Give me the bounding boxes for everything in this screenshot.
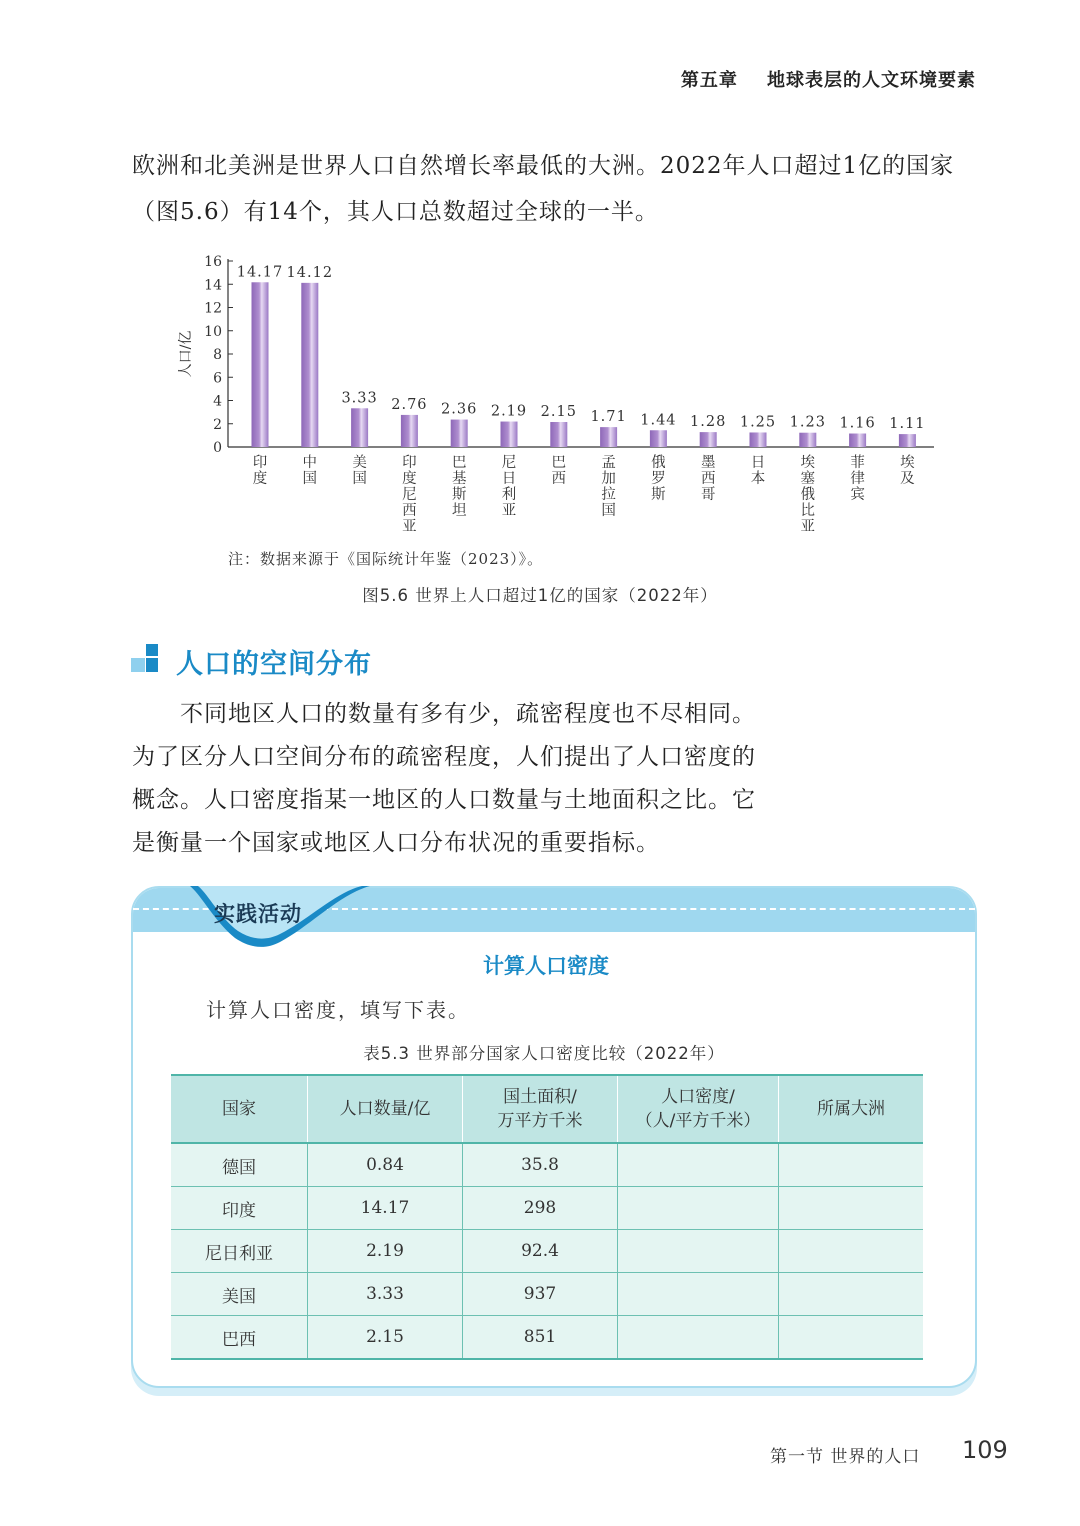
y-tick-label: 2: [213, 416, 222, 433]
bar-value-label: 1.16: [839, 415, 876, 432]
x-tick-label: 埃塞俄比亚: [800, 455, 816, 535]
bar: [750, 432, 767, 447]
cell-density[interactable]: [618, 1143, 779, 1187]
cell-country: 德国: [171, 1143, 308, 1187]
cell-country: 美国: [171, 1273, 308, 1316]
cell-population: 2.15: [308, 1316, 463, 1360]
bar: [401, 415, 418, 447]
cell-population: 2.19: [308, 1230, 463, 1273]
table-row: [171, 1143, 923, 1187]
bar-value-label: 1.25: [739, 414, 777, 431]
table-caption: 表5.3 世界部分国家人口密度比较（2022年）: [363, 1044, 725, 1063]
x-tick-label: 日本: [750, 455, 766, 487]
cell-country: 巴西: [171, 1316, 308, 1360]
x-tick-label: 印度尼西亚: [402, 455, 417, 535]
bar: [252, 282, 269, 447]
cell-area: 851: [463, 1316, 618, 1360]
table-row: [171, 1273, 923, 1316]
y-axis-label: 人口/亿: [178, 330, 194, 378]
chart-caption: 图5.6 世界上人口超过1亿的国家（2022年）: [362, 586, 718, 605]
section-marker-light: [131, 658, 145, 672]
x-tick-label: 菲律宾: [850, 455, 865, 503]
y-tick-label: 12: [204, 300, 222, 317]
cell-area: 298: [463, 1187, 618, 1230]
bar-value-label: 1.44: [640, 412, 677, 429]
bar-value-label: 2.15: [540, 404, 577, 421]
bar-value-label: 2.19: [490, 403, 528, 420]
cell-density[interactable]: [618, 1273, 779, 1316]
bar-value-label: 3.33: [341, 390, 378, 407]
population-density-table: [171, 1074, 923, 1360]
x-tick-label: 墨西哥: [700, 455, 716, 503]
bar-value-label: 1.71: [590, 409, 627, 426]
cell-continent[interactable]: [779, 1273, 924, 1316]
bar: [700, 432, 717, 447]
bar: [600, 427, 617, 447]
x-tick-label: 巴基斯坦: [451, 455, 467, 519]
bar: [501, 422, 518, 447]
population-bar-chart: [160, 245, 960, 545]
y-tick-label: 10: [204, 323, 222, 340]
activity-title: 计算人口密度: [483, 954, 609, 978]
cell-continent[interactable]: [779, 1143, 924, 1187]
header-continent: 所属大洲: [779, 1075, 924, 1143]
header-country: 国家: [171, 1075, 308, 1143]
bar: [301, 283, 318, 447]
bar-value-label: 1.23: [789, 414, 826, 431]
page-number: 109: [962, 1436, 1008, 1464]
bar-value-label: 1.11: [889, 416, 926, 433]
x-tick-label: 印度: [252, 455, 268, 487]
bar-value-label: 14.17: [236, 264, 284, 281]
cell-continent[interactable]: [779, 1230, 924, 1273]
cell-density[interactable]: [618, 1316, 779, 1360]
x-tick-label: 美国: [352, 455, 367, 487]
cell-country: 印度: [171, 1187, 308, 1230]
cell-population: 14.17: [308, 1187, 463, 1230]
bar: [451, 420, 468, 447]
table-row: [171, 1230, 923, 1273]
bar-value-label: 2.76: [391, 396, 428, 413]
x-tick-label: 尼日利亚: [501, 455, 517, 519]
x-tick-label: 孟加拉国: [601, 455, 616, 519]
cell-area: 92.4: [463, 1230, 618, 1273]
cell-country: 尼日利亚: [171, 1230, 308, 1273]
chapter-title: 地球表层的人文环境要素: [767, 70, 976, 91]
y-tick-label: 16: [204, 254, 222, 270]
section-line-4: 是衡量一个国家或地区人口分布状况的重要指标。: [132, 830, 660, 856]
table-row: [171, 1316, 923, 1360]
x-tick-label: 俄罗斯: [651, 455, 666, 503]
chapter-number: 第五章: [680, 70, 738, 91]
chapter-header: [0, 66, 976, 92]
section-marker-dark: [146, 658, 158, 672]
bar: [351, 408, 368, 447]
y-tick-label: 8: [213, 347, 222, 363]
cell-area: 35.8: [463, 1143, 618, 1187]
bar-value-label: 14.12: [286, 264, 334, 281]
bar: [650, 430, 667, 447]
x-tick-label: 中国: [302, 455, 318, 487]
table-row: [171, 1187, 923, 1230]
section-line-1: 不同地区人口的数量有多有少，疏密程度也不尽相同。: [180, 701, 756, 727]
intro-line-2: （图5.6）有14个，其人口总数超过全球的一半。: [132, 199, 659, 225]
cell-population: 0.84: [308, 1143, 463, 1187]
section-line-3: 概念。人口密度指某一地区的人口数量与土地面积之比。它: [132, 787, 756, 813]
bar-value-label: 1.28: [690, 414, 727, 431]
cell-density[interactable]: [618, 1187, 779, 1230]
section-line-2: 为了区分人口空间分布的疏密程度，人们提出了人口密度的: [132, 744, 756, 770]
section-title: 人口的空间分布: [176, 649, 372, 680]
cell-area: 937: [463, 1273, 618, 1316]
header-area: 国土面积/ 万平方千米: [463, 1075, 618, 1143]
y-tick-label: 0: [213, 440, 222, 456]
bar: [799, 433, 816, 447]
cell-population: 3.33: [308, 1273, 463, 1316]
cell-density[interactable]: [618, 1230, 779, 1273]
bar: [899, 434, 916, 447]
intro-line-1: 欧洲和北美洲是世界人口自然增长率最低的大洲。2022年人口超过1亿的国家: [132, 153, 955, 179]
cell-continent[interactable]: [779, 1187, 924, 1230]
y-tick-label: 14: [204, 277, 222, 294]
x-tick-label: 埃及: [900, 455, 915, 487]
bar: [550, 422, 567, 447]
bar-value-label: 2.36: [441, 401, 478, 418]
cell-continent[interactable]: [779, 1316, 924, 1360]
y-tick-label: 6: [213, 370, 222, 387]
chart-note: 注：数据来源于《国际统计年鉴（2023）》。: [228, 550, 544, 568]
x-tick-label: 巴西: [551, 455, 567, 487]
header-density: 人口密度/ （人/平方千米）: [618, 1075, 779, 1143]
activity-tag: 实践活动: [214, 902, 302, 926]
header-population: 人口数量/亿: [308, 1075, 463, 1143]
y-tick-label: 4: [213, 393, 222, 410]
table-header-row: [171, 1075, 923, 1143]
footer-section: 第一节 世界的人口: [770, 1447, 921, 1467]
section-marker-top: [146, 644, 158, 656]
bar: [849, 434, 866, 447]
activity-instruction: 计算人口密度，填写下表。: [206, 998, 470, 1022]
